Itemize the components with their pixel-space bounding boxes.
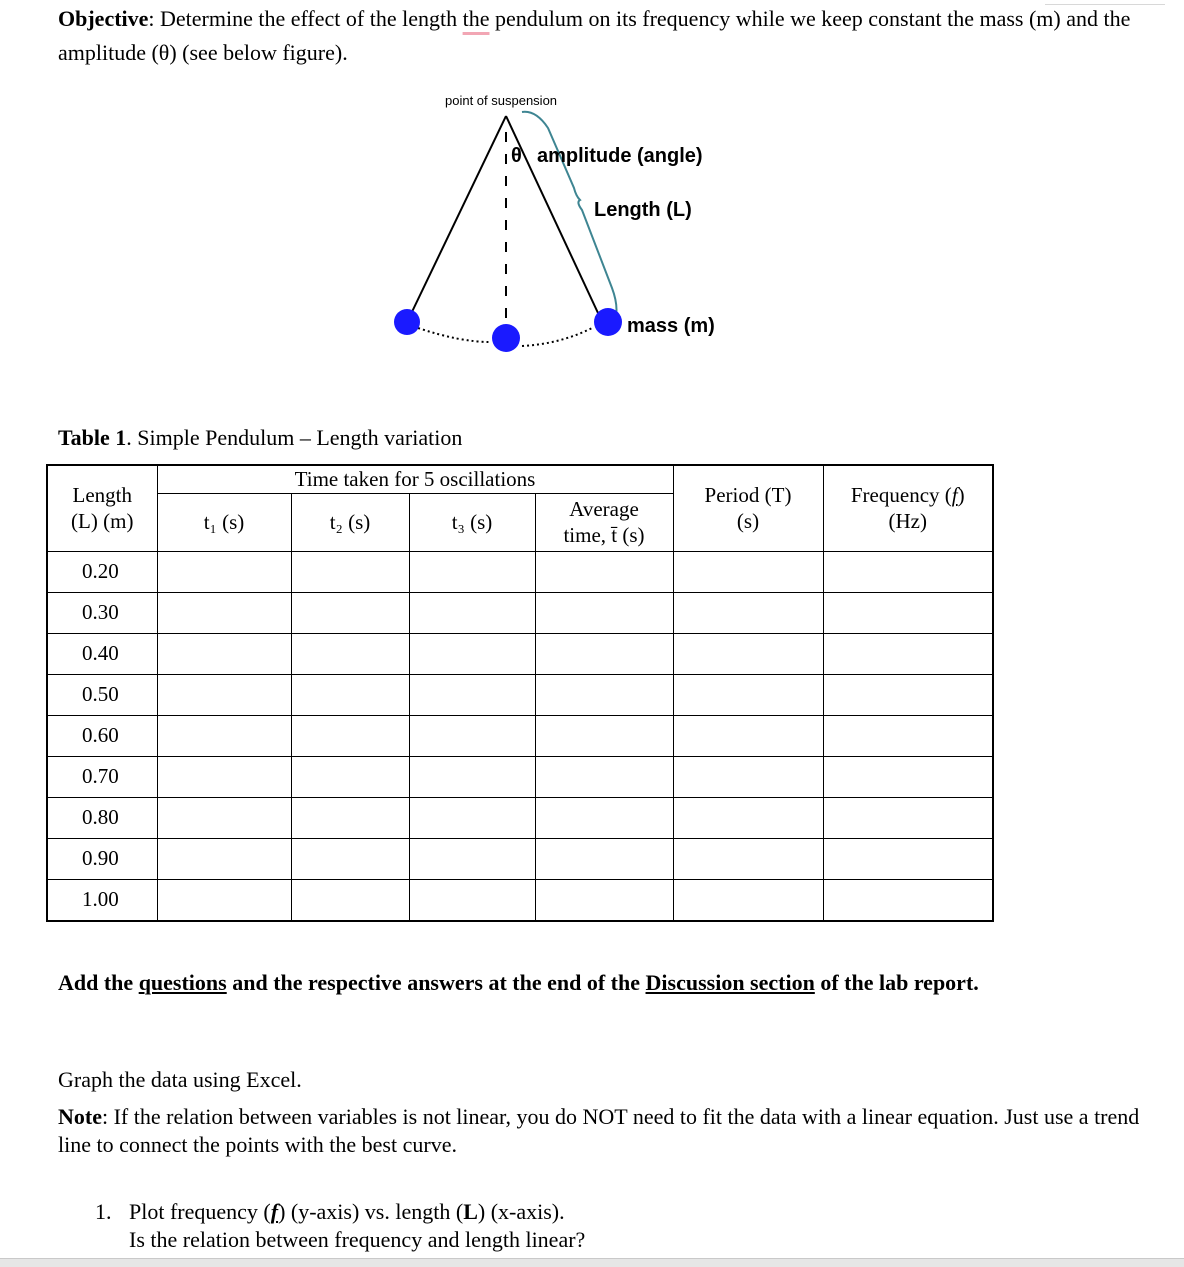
instruction-text: Add the questions and the respective answers at the end of the Discussion section of the lab report. (58, 970, 979, 995)
question-1-line-2: Is the relation between frequency and length linear? (129, 1227, 586, 1252)
length-cell: 0.60 (47, 715, 157, 756)
empty-data-cell[interactable] (157, 797, 291, 838)
empty-data-cell[interactable] (535, 838, 673, 879)
length-cell: 0.20 (47, 551, 157, 592)
empty-data-cell[interactable] (291, 592, 409, 633)
table-row (47, 715, 993, 756)
amplitude-label: amplitude (angle) (537, 145, 703, 167)
empty-data-cell[interactable] (157, 674, 291, 715)
suspension-label: point of suspension (445, 93, 558, 108)
empty-data-cell[interactable] (535, 592, 673, 633)
length-cell: 0.70 (47, 756, 157, 797)
empty-data-cell[interactable] (535, 551, 673, 592)
table-row (47, 879, 993, 921)
table-row (47, 633, 993, 674)
questions-link-text: questions (138, 970, 227, 995)
note-text: : If the relation between variables is not linear, you do NOT need to fit the data with a linear equation. Just use a trend line to connect the points with the best curve. (58, 1104, 1140, 1157)
empty-data-cell[interactable] (409, 592, 535, 633)
empty-data-cell[interactable] (291, 756, 409, 797)
empty-data-cell[interactable] (823, 838, 993, 879)
empty-data-cell[interactable] (157, 592, 291, 633)
empty-data-cell[interactable] (291, 838, 409, 879)
empty-data-cell[interactable] (535, 715, 673, 756)
empty-data-cell[interactable] (291, 715, 409, 756)
header-t2: t₂ (s) (291, 493, 409, 551)
empty-data-cell[interactable] (409, 715, 535, 756)
bob-center (492, 324, 520, 352)
objective-text-1: : Determine the effect of the length (148, 6, 463, 31)
header-length: Length (L) (m) (47, 465, 157, 551)
empty-data-cell[interactable] (157, 756, 291, 797)
question-1: 1. Plot frequency (f) (y-axis) vs. length (L) (x-axis). Is the relation between frequency and length linear? (95, 1199, 586, 1252)
empty-data-cell[interactable] (409, 756, 535, 797)
table-row (47, 551, 993, 592)
note-paragraph (58, 1103, 1148, 1159)
header-t1: t₁ (s) (157, 493, 291, 551)
empty-data-cell[interactable] (291, 879, 409, 921)
empty-data-cell[interactable] (291, 633, 409, 674)
empty-data-cell[interactable] (673, 551, 823, 592)
left-string (410, 116, 506, 316)
length-cell: 0.90 (47, 838, 157, 879)
empty-data-cell[interactable] (823, 674, 993, 715)
objective-label: Objective (58, 6, 149, 31)
empty-data-cell[interactable] (409, 797, 535, 838)
table-caption-rest: . Simple Pendulum – Length variation (126, 425, 463, 450)
empty-data-cell[interactable] (823, 633, 993, 674)
mass-label: mass (m) (627, 315, 715, 337)
header-period: Period (T) (s) (673, 465, 823, 551)
header-frequency: Frequency (f) (Hz) (823, 465, 993, 551)
empty-data-cell[interactable] (823, 879, 993, 921)
length-cell: 0.80 (47, 797, 157, 838)
table-row (47, 756, 993, 797)
table-row (47, 674, 993, 715)
empty-data-cell[interactable] (535, 633, 673, 674)
length-cell: 1.00 (47, 879, 157, 921)
empty-data-cell[interactable] (823, 592, 993, 633)
objective-paragraph (58, 2, 1138, 70)
empty-data-cell[interactable] (823, 551, 993, 592)
empty-data-cell[interactable] (157, 879, 291, 921)
swing-path-left (418, 328, 490, 342)
empty-data-cell[interactable] (409, 674, 535, 715)
swing-path-right (522, 328, 592, 346)
objective-text-the: the (462, 6, 490, 31)
pendulum-diagram (360, 88, 760, 388)
graph-instruction: Graph the data using Excel. (58, 1067, 302, 1092)
empty-data-cell[interactable] (157, 633, 291, 674)
table-row (47, 592, 993, 633)
empty-data-cell[interactable] (673, 633, 823, 674)
empty-data-cell[interactable] (673, 592, 823, 633)
empty-data-cell[interactable] (291, 674, 409, 715)
empty-data-cell[interactable] (291, 551, 409, 592)
empty-data-cell[interactable] (673, 674, 823, 715)
table-row (47, 838, 993, 879)
empty-data-cell[interactable] (673, 797, 823, 838)
empty-data-cell[interactable] (535, 756, 673, 797)
length-cell: 0.40 (47, 633, 157, 674)
length-cell: 0.30 (47, 592, 157, 633)
empty-data-cell[interactable] (409, 633, 535, 674)
objective-text-2: pendulum on its frequency while we keep constant the mass (m) and the amplitude (θ) (see below figure). (58, 6, 1131, 65)
length-cell: 0.50 (47, 674, 157, 715)
empty-data-cell[interactable] (673, 838, 823, 879)
empty-data-cell[interactable] (535, 674, 673, 715)
pendulum-data-table (46, 464, 994, 922)
empty-data-cell[interactable] (157, 551, 291, 592)
empty-data-cell[interactable] (823, 756, 993, 797)
empty-data-cell[interactable] (823, 797, 993, 838)
empty-data-cell[interactable] (823, 715, 993, 756)
table-row (47, 797, 993, 838)
empty-data-cell[interactable] (673, 879, 823, 921)
empty-data-cell[interactable] (157, 715, 291, 756)
length-label: Length (L) (594, 199, 692, 221)
question-1-number: 1. (95, 1199, 112, 1224)
empty-data-cell[interactable] (409, 879, 535, 921)
header-time-group: Time taken for 5 oscillations (157, 465, 673, 493)
table-caption (58, 425, 462, 451)
empty-data-cell[interactable] (535, 797, 673, 838)
note-label: Note (58, 1104, 102, 1129)
empty-data-cell[interactable] (409, 838, 535, 879)
bob-right (594, 308, 622, 336)
theta-symbol: θ (511, 145, 522, 167)
empty-data-cell[interactable] (291, 797, 409, 838)
empty-data-cell[interactable] (157, 838, 291, 879)
empty-data-cell[interactable] (673, 715, 823, 756)
header-t3: t₃ (s) (409, 493, 535, 551)
empty-data-cell[interactable] (409, 551, 535, 592)
empty-data-cell[interactable] (535, 879, 673, 921)
empty-data-cell[interactable] (673, 756, 823, 797)
table-caption-bold: Table 1 (58, 425, 127, 450)
bob-left (394, 309, 420, 335)
header-average-time: Average time, t̄ (s) (535, 493, 673, 551)
discussion-section-text: Discussion section (645, 970, 815, 995)
